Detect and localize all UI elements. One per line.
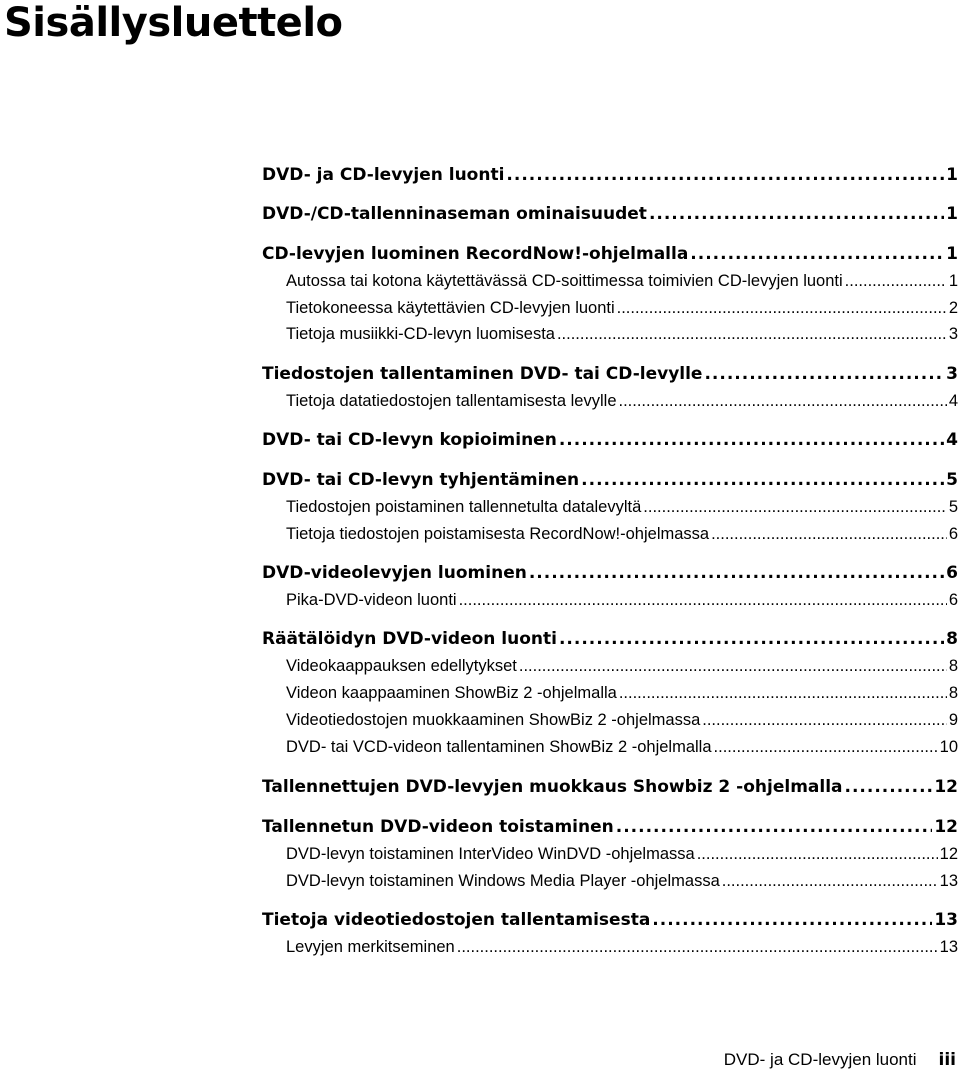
toc-entry-page: 13 — [939, 872, 958, 890]
toc-entry-page: 9 — [948, 711, 958, 729]
toc-entry[interactable] — [262, 427, 958, 453]
toc-entry-page: 6 — [948, 591, 958, 609]
toc-entry-label: Tietoja datatiedostojen tallentamisesta levylle — [286, 392, 617, 410]
toc-dot-leader — [845, 268, 947, 294]
toc-dot-leader — [690, 241, 944, 267]
toc-dot-leader — [457, 934, 938, 960]
toc-subentry[interactable] — [286, 934, 958, 960]
toc-dot-leader — [652, 907, 932, 933]
toc-subentry[interactable] — [286, 494, 958, 520]
toc-entry-label: Tietoja tiedostojen poistamisesta RecordNow!-ohjelmassa — [286, 525, 710, 543]
toc-entry-label: DVD-videolevyjen luominen — [262, 563, 527, 583]
toc-dot-leader — [643, 494, 947, 520]
toc-entry-label: Tallennettujen DVD-levyjen muokkaus Showbiz 2 -ohjelmalla — [262, 777, 843, 797]
toc-entry-page: 8 — [948, 684, 958, 702]
toc-entry-label: DVD-/CD-tallenninaseman ominaisuudet — [262, 204, 647, 224]
toc-entry-label: DVD- tai VCD-videon tallentaminen ShowBiz 2 -ohjelmalla — [286, 738, 712, 756]
toc-entry-page: 8 — [946, 629, 958, 649]
toc-dot-leader — [649, 201, 944, 227]
toc-entry-label: Autossa tai kotona käytettävässä CD-soittimessa toimivien CD-levyjen luonti — [286, 272, 843, 290]
toc-dot-leader — [557, 321, 947, 347]
toc-dot-leader — [702, 707, 947, 733]
toc-dot-leader — [845, 774, 933, 800]
toc-entry-label: Tiedostojen poistaminen tallennetulta datalevyltä — [286, 498, 642, 516]
toc-entry-page: 8 — [948, 657, 958, 675]
toc-subentry[interactable] — [286, 295, 958, 321]
toc-entry[interactable] — [262, 560, 958, 586]
toc-entry-label: Tallennetun DVD-videon toistaminen — [262, 817, 614, 837]
toc-entry-page: 13 — [939, 938, 958, 956]
toc-dot-leader — [704, 361, 944, 387]
toc-entry-label: DVD-levyn toistaminen Windows Media Player -ohjelmassa — [286, 872, 720, 890]
toc-entry-page: 4 — [946, 430, 958, 450]
toc-entry-page: 1 — [948, 272, 958, 290]
toc-entry[interactable] — [262, 241, 958, 267]
toc-entry-label: Tiedostojen tallentaminen DVD- tai CD-levylle — [262, 364, 703, 384]
toc-subentry[interactable] — [286, 268, 958, 294]
toc-dot-leader — [714, 734, 938, 760]
toc-entry-page: 12 — [934, 777, 958, 797]
toc-entry-label: Videokaappauksen edellytykset — [286, 657, 517, 675]
toc-entry-label: Videotiedostojen muokkaaminen ShowBiz 2 -ohjelmassa — [286, 711, 701, 729]
toc-dot-leader — [519, 653, 947, 679]
toc-subentry[interactable] — [286, 653, 958, 679]
footer-page-number: iii — [938, 1050, 956, 1070]
toc-dot-leader — [559, 626, 944, 652]
toc-entry-label: DVD- tai CD-levyn kopioiminen — [262, 430, 557, 450]
toc-subentry[interactable] — [286, 841, 958, 867]
toc-entry-label: DVD-levyn toistaminen InterVideo WinDVD -ohjelmassa — [286, 845, 695, 863]
toc-dot-leader — [616, 814, 933, 840]
toc-dot-leader — [711, 521, 947, 547]
toc-entry[interactable] — [262, 814, 958, 840]
toc-entry[interactable] — [262, 162, 958, 188]
toc-entry-page: 5 — [948, 498, 958, 516]
toc-entry[interactable] — [262, 467, 958, 493]
toc-entry-label: DVD- tai CD-levyn tyhjentäminen — [262, 470, 580, 490]
page-title: Sisällysluettelo — [4, 0, 343, 46]
toc-entry-page: 12 — [939, 845, 958, 863]
toc-entry-label: Levyjen merkitseminen — [286, 938, 455, 956]
toc-subentry[interactable] — [286, 707, 958, 733]
toc-entry-page: 13 — [934, 910, 958, 930]
toc-entry-label: Räätälöidyn DVD-videon luonti — [262, 629, 557, 649]
toc-entry-page: 1 — [946, 165, 958, 185]
toc-entry[interactable] — [262, 626, 958, 652]
toc-entry-page: 3 — [946, 364, 958, 384]
toc-entry-label: Pika-DVD-videon luonti — [286, 591, 457, 609]
toc-entry-label: Videon kaappaaminen ShowBiz 2 -ohjelmalla — [286, 684, 617, 702]
toc-entry[interactable] — [262, 907, 958, 933]
toc-entry[interactable] — [262, 201, 958, 227]
page-footer — [724, 1050, 956, 1070]
toc-subentry[interactable] — [286, 734, 958, 760]
toc-entry-page: 3 — [948, 325, 958, 343]
toc-dot-leader — [619, 388, 947, 414]
toc-entry-page: 6 — [948, 525, 958, 543]
toc-entry-page: 6 — [946, 563, 958, 583]
toc-entry-page: 10 — [939, 738, 958, 756]
toc-subentry[interactable] — [286, 868, 958, 894]
footer-chapter-title: DVD- ja CD-levyjen luonti — [723, 1050, 917, 1069]
toc-entry-page: 2 — [948, 299, 958, 317]
toc-entry-label: DVD- ja CD-levyjen luonti — [262, 165, 505, 185]
toc-entry-page: 1 — [946, 204, 958, 224]
toc-entry-page: 12 — [934, 817, 958, 837]
toc-entry[interactable] — [262, 361, 958, 387]
toc-entry-label: CD-levyjen luominen RecordNow!-ohjelmalla — [262, 244, 689, 264]
toc-subentry[interactable] — [286, 321, 958, 347]
toc-subentry[interactable] — [286, 388, 958, 414]
toc-subentry[interactable] — [286, 521, 958, 547]
toc-subentry[interactable] — [286, 587, 958, 613]
toc-entry-label: Tietokoneessa käytettävien CD-levyjen luonti — [286, 299, 615, 317]
toc-dot-leader — [697, 841, 938, 867]
toc-subentry[interactable] — [286, 680, 958, 706]
toc-entry[interactable] — [262, 774, 958, 800]
toc-dot-leader — [506, 162, 944, 188]
toc-dot-leader — [617, 295, 947, 321]
toc-entry-page: 4 — [948, 392, 958, 410]
toc-dot-leader — [722, 868, 938, 894]
toc-dot-leader — [619, 680, 947, 706]
toc-dot-leader — [559, 427, 944, 453]
toc-entry-label: Tietoja videotiedostojen tallentamisesta — [262, 910, 651, 930]
toc-entry-page: 1 — [946, 244, 958, 264]
toc-dot-leader — [529, 560, 944, 586]
toc-dot-leader — [581, 467, 944, 493]
toc-dot-leader — [459, 587, 947, 613]
toc-entry-label: Tietoja musiikki-CD-levyn luomisesta — [286, 325, 555, 343]
toc-entry-page: 5 — [946, 470, 958, 490]
